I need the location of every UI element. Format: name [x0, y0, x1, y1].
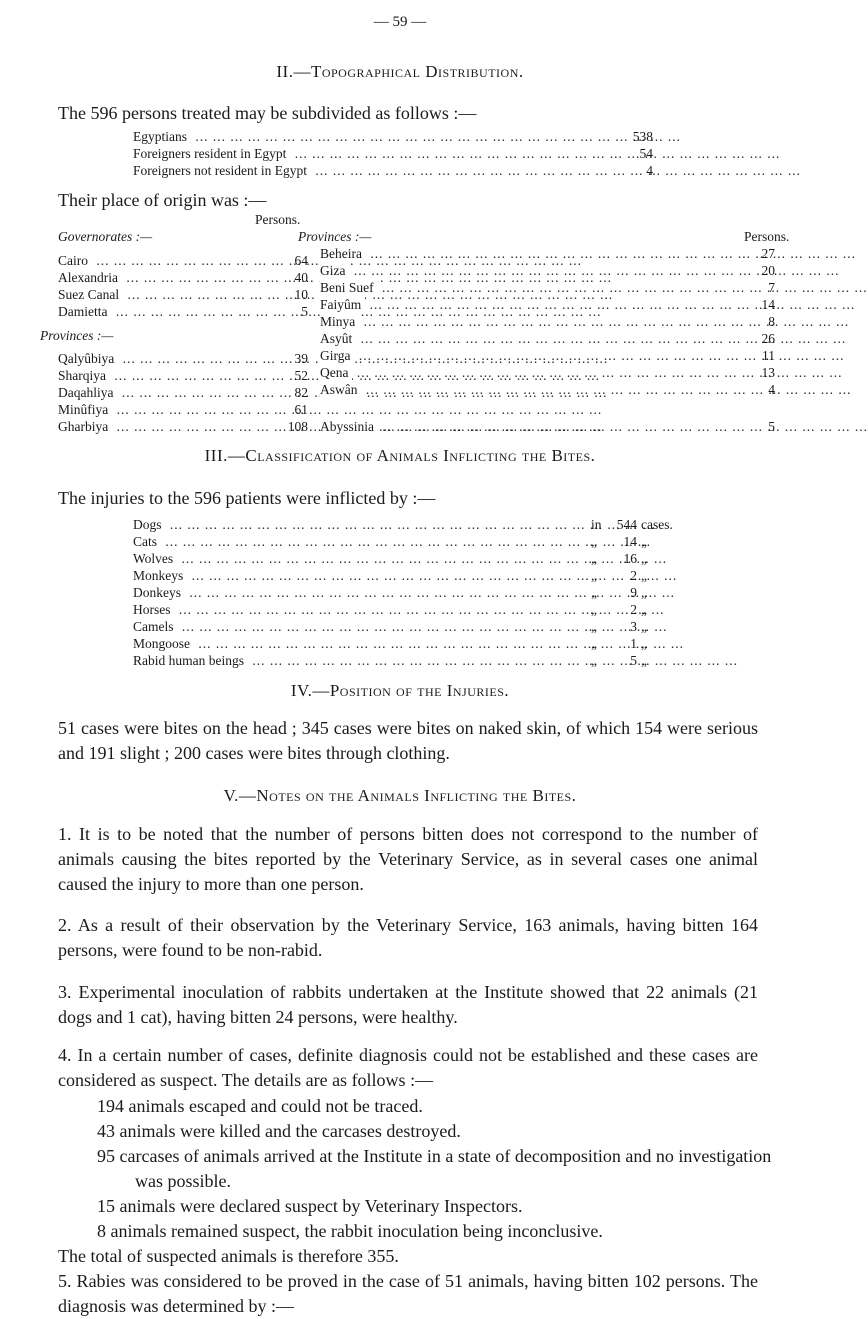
group-row	[133, 128, 653, 145]
province-row	[320, 347, 775, 364]
group-row	[133, 145, 653, 162]
group-row	[133, 162, 653, 179]
province-value: 11	[762, 348, 775, 363]
province-value: 108	[287, 419, 308, 434]
animal-row	[133, 618, 793, 635]
province-value: 5	[768, 419, 775, 434]
governorate-value: 10	[294, 287, 308, 302]
animal-label: Camels	[133, 619, 178, 634]
animal-row	[133, 567, 793, 584]
note-3: 3. Experimental inoculation of rabbits undertaken at the Institute showed that 22 animals (21 dogs and 1 cat), having bitten 24 persons, were healthy.	[58, 982, 758, 1027]
persons-header-right: Persons.	[744, 229, 790, 244]
animal-label: Wolves	[133, 551, 177, 566]
group-label: Foreigners resident in Egypt	[133, 146, 290, 161]
animal-label: Rabid human beings	[133, 653, 248, 668]
animal-value: 14	[623, 534, 637, 549]
province-value: 8	[768, 314, 775, 329]
animal-prefix: „	[591, 551, 597, 566]
animal-prefix: „	[591, 534, 597, 549]
animal-row	[133, 584, 793, 601]
group-value: 54	[639, 146, 653, 161]
province-value: 14	[761, 297, 775, 312]
province-row	[320, 381, 775, 398]
group-value: 4	[646, 163, 653, 178]
persons-header-left: Persons.	[255, 212, 301, 227]
governorate-value: 64	[294, 253, 308, 268]
province-label: Aswân	[320, 382, 362, 397]
section-v-heading: V.—Notes on the Animals Inflicting the Bites.	[223, 786, 577, 805]
animal-suffix: „	[641, 534, 647, 549]
group-value: 538	[632, 129, 653, 144]
animal-prefix: „	[591, 568, 597, 583]
governorate-label: Cairo	[58, 253, 92, 268]
province-value: 4	[768, 382, 775, 397]
animal-value: 544	[616, 517, 637, 532]
animal-suffix: „	[641, 619, 647, 634]
animal-row	[133, 601, 793, 618]
province-label: Beni Suef	[320, 280, 378, 295]
governorate-value: 40	[294, 270, 308, 285]
animal-prefix: „	[591, 653, 597, 668]
provinces-heading-right: Provinces :—	[298, 229, 372, 244]
page-number: — 59 —	[373, 14, 427, 30]
province-value: 39	[294, 351, 308, 366]
province-row	[320, 262, 775, 279]
section-ii-intro: The 596 persons treated may be subdivided as follows :—	[58, 103, 477, 123]
animal-prefix: „	[591, 602, 597, 617]
animal-suffix: „	[641, 602, 647, 617]
animal-suffix: „	[641, 653, 647, 668]
note-2: 2. As a result of their observation by the Veterinary Service, 163 animals, having bitten 164 persons, were found to be non-rabid.	[58, 915, 758, 960]
governorate-row	[58, 252, 308, 269]
governorate-value: 5	[301, 304, 308, 319]
province-row	[58, 401, 308, 418]
province-row	[58, 350, 308, 367]
province-row	[320, 364, 775, 381]
province-value: 82	[294, 385, 308, 400]
suspect-item: 15 animals were declared suspect by Veterinary Inspectors.	[97, 1196, 523, 1216]
animal-suffix: „	[641, 636, 647, 651]
animal-row	[133, 652, 793, 669]
animal-prefix: „	[591, 636, 597, 651]
province-label: Gharbiya	[58, 419, 112, 434]
province-label: Daqahliya	[58, 385, 117, 400]
province-label: Minûfiya	[58, 402, 112, 417]
animal-value: 3	[630, 619, 637, 634]
province-label: Girga	[320, 348, 355, 363]
province-row	[320, 279, 775, 296]
section-iv-text: 51 cases were bites on the head ; 345 cases were bites on naked skin, of which 154 were serious and 191 slight ; 200 cases were bites through clothing.	[58, 718, 758, 763]
note-1: 1. It is to be noted that the number of persons bitten does not correspond to the number of animals causing the bites reported by the Veterinary Service, as in several cases one animal caused the injury to more than one person.	[58, 824, 758, 894]
animal-prefix: „	[591, 619, 597, 634]
animal-value: 2	[630, 568, 637, 583]
animal-suffix: „	[641, 568, 647, 583]
province-row	[320, 245, 775, 262]
province-row	[58, 384, 308, 401]
governorates-heading: Governorates :—	[58, 229, 153, 244]
governorate-label: Suez Canal	[58, 287, 123, 302]
province-label: Beheira	[320, 246, 366, 261]
province-label: Qalyûbiya	[58, 351, 118, 366]
group-label: Foreigners not resident in Egypt	[133, 163, 311, 178]
province-value: 52	[294, 368, 308, 383]
province-value: 61	[294, 402, 308, 417]
section-iii-intro: The injuries to the 596 patients were inflicted by :—	[58, 488, 436, 508]
province-row	[320, 418, 775, 435]
province-row	[320, 296, 775, 313]
section-iii-heading: III.—Classification of Animals Inflicting the Bites.	[204, 446, 596, 465]
province-value: 13	[761, 365, 775, 380]
animal-row	[133, 533, 793, 550]
animal-value: 9	[630, 585, 637, 600]
province-value: 26	[761, 331, 775, 346]
section-iv-heading: IV.—Position of the Injuries.	[290, 681, 510, 700]
governorate-row	[58, 303, 308, 320]
animal-label: Donkeys	[133, 585, 185, 600]
origin-intro: Their place of origin was :—	[58, 190, 267, 210]
province-label: Sharqiya	[58, 368, 110, 383]
province-value: 7	[768, 280, 775, 295]
group-label: Egyptians	[133, 129, 191, 144]
province-value: 20	[761, 263, 775, 278]
animal-row	[133, 635, 793, 652]
animal-label: Monkeys	[133, 568, 187, 583]
animal-row	[133, 516, 793, 533]
animal-suffix: „	[641, 585, 647, 600]
provinces-heading-left: Provinces :—	[40, 328, 114, 343]
governorate-row	[58, 286, 308, 303]
animal-label: Mongoose	[133, 636, 194, 651]
note-5: 5. Rabies was considered to be proved in the case of 51 animals, having bitten 102 persons. The diagnosis was determined by :—	[58, 1271, 758, 1316]
animal-label: Horses	[133, 602, 175, 617]
suspect-item: 194 animals escaped and could not be traced.	[97, 1096, 423, 1116]
suspect-item: 8 animals remained suspect, the rabbit inoculation being inconclusive.	[97, 1221, 603, 1241]
suspect-total: The total of suspected animals is therefore 355.	[58, 1246, 399, 1266]
governorate-row	[58, 269, 308, 286]
province-value: 27	[761, 246, 775, 261]
animal-suffix: cases.	[641, 517, 673, 532]
province-label: Minya	[320, 314, 359, 329]
animal-value: 2	[630, 602, 637, 617]
province-row	[320, 313, 775, 330]
province-row	[58, 367, 308, 384]
province-label: Qena	[320, 365, 352, 380]
animal-value: 16	[623, 551, 637, 566]
animal-label: Cats	[133, 534, 161, 549]
governorate-label: Alexandria	[58, 270, 122, 285]
animal-suffix: „	[641, 551, 647, 566]
animal-prefix: „	[591, 585, 597, 600]
animal-row	[133, 550, 793, 567]
province-label: Abyssinia	[320, 419, 378, 434]
governorate-label: Damietta	[58, 304, 111, 319]
suspect-item: 43 animals were killed and the carcases destroyed.	[97, 1121, 461, 1141]
animal-label: Dogs	[133, 517, 166, 532]
suspect-item: 95 carcases of animals arrived at the Institute in a state of decomposition and no investigation was possible.	[97, 1146, 772, 1191]
animal-prefix: in	[591, 517, 602, 532]
province-row	[320, 330, 775, 347]
section-ii-heading: II.—Topographical Distribution.	[276, 62, 524, 81]
animal-value: 5	[630, 653, 637, 668]
note-4: 4. In a certain number of cases, definite diagnosis could not be established and these cases are considered as suspect. The details are as follows :—	[58, 1045, 758, 1090]
animal-value: 1	[630, 636, 637, 651]
province-label: Giza	[320, 263, 349, 278]
province-label: Faiyûm	[320, 297, 365, 312]
province-row	[58, 418, 308, 435]
province-label: Asyût	[320, 331, 356, 346]
